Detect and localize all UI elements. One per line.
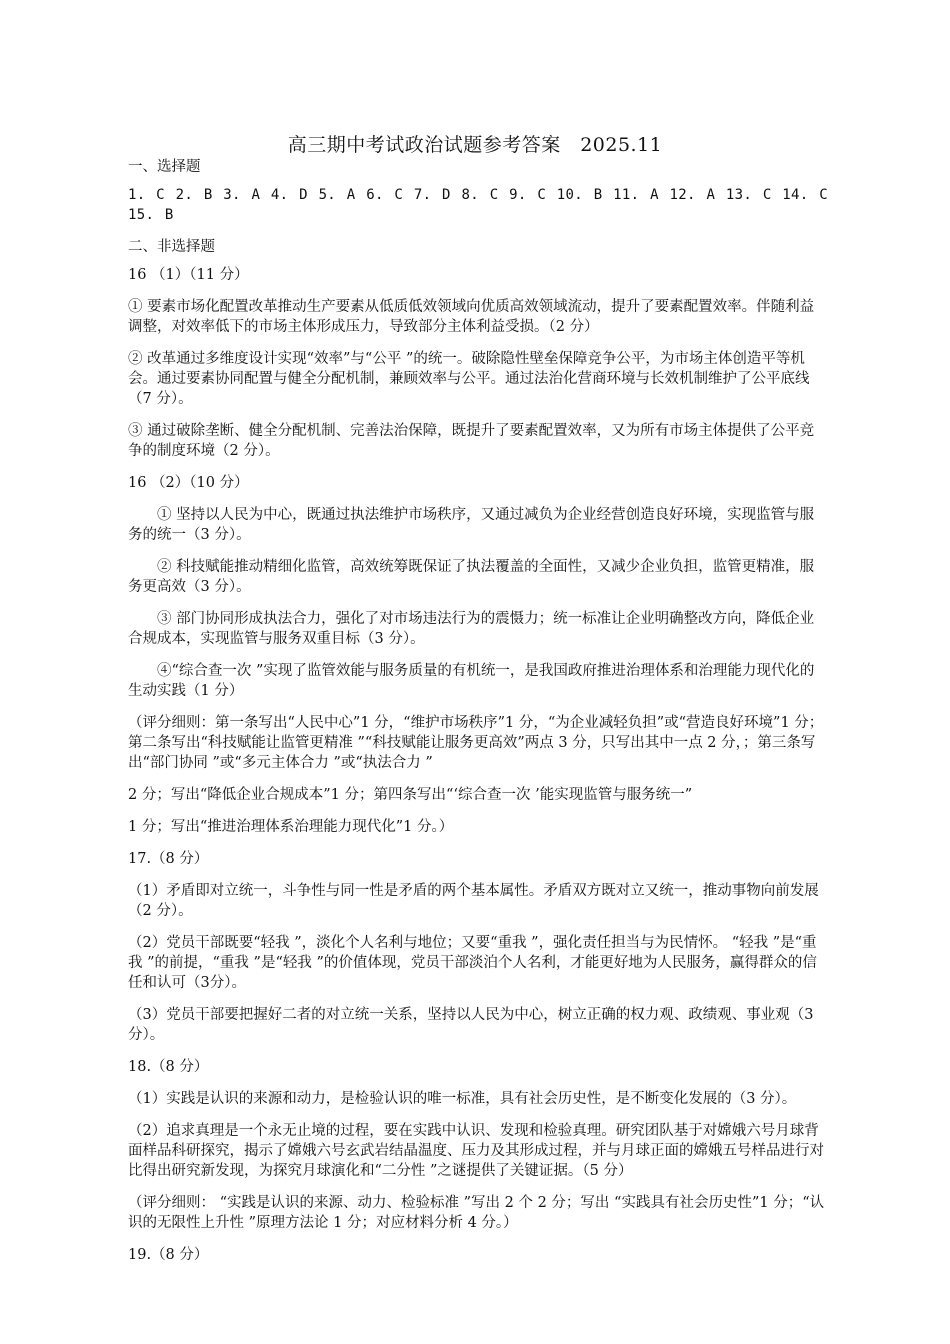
section-heading-nonchoice: 二、非选择题 xyxy=(128,239,215,255)
q16-2-point-2: ② 科技赋能推动精细化监管，高效统筹既保证了执法覆盖的全面性，又减少企业负担，监管更精准，服务更高效（3 分）。 xyxy=(128,559,815,595)
q17-heading: 17.（8 分） xyxy=(128,851,209,867)
answer-content xyxy=(128,157,828,1277)
q18-heading: 18.（8 分） xyxy=(128,1059,209,1075)
q16-2-point-1: ① 坚持以人民为中心，既通过执法维护市场秩序，又通过减负为企业经营创造良好环境，实现监管与服务的统一（3 分）。 xyxy=(128,507,815,543)
q17-point-2: （2）党员干部既要“轻我 ”，淡化个人名利与地位；又要“重我 ”，强化责任担当与为民情怀。 “轻我 ”是“重我 ”的前提，“重我 ”是“轻我 ”的价值体现，党员干部淡泊个人名利，才能更好地为人民服务，赢得群众的信任和认可（3分）。 xyxy=(128,935,817,991)
q17-point-3: （3）党员干部要把握好二者的对立统一关系，坚持以人民为中心，树立正确的权力观、政绩观、事业观（3 分）。 xyxy=(128,1007,814,1043)
q16-2-point-3: ③ 部门协同形成执法合力，强化了对市场违法行为的震慑力；统一标准让企业明确整改方向，降低企业合规成本，实现监管与服务双重目标（3 分）。 xyxy=(128,611,815,647)
q16-1-point-3: ③ 通过破除垄断、健全分配机制、完善法治保障，既提升了要素配置效率，又为所有市场主体提供了公平竞争的制度环境（2 分）。 xyxy=(128,423,815,459)
q18-scoring-rule: （评分细则： “实践是认识的来源、动力、检验标准 ”写出 2 个 2 分；写出 “实践具有社会历史性”1 分；“认识的无限性上升性 ”原理方法论 1 分；对应材料分析 4 分。） xyxy=(128,1195,825,1231)
q18-point-2: （2）追求真理是一个永无止境的过程，要在实践中认识、发现和检验真理。研究团队基于对嫦娥六号月球背面样品科研探究，揭示了嫦娥六号玄武岩结晶温度、压力及其形成过程，并与月球正面的嫦娥五号样品进行对比得出研究新发现，为探究月球演化和“二分性 ”之谜提供了关键证据。（5 分） xyxy=(128,1123,824,1179)
q16-2-scoring-rule-1: （评分细则：第一条写出“人民中心”1 分，“维护市场秩序”1 分，“为企业减轻负担”或“营造良好环境”1 分；第二条写出“科技赋能让监管更精准 ”“科技赋能让服务更高效”两点 3 分，只写出其中一点 2 分，；第三条写出“部门协同 ”或“多元主体合力 ”或“执法合力 ” xyxy=(128,715,824,771)
q16-1-heading: 16 （1）（11 分） xyxy=(128,267,249,283)
q17-point-1: （1）矛盾即对立统一，斗争性与同一性是矛盾的两个基本属性。矛盾双方既对立又统一，推动事物向前发展（2 分）。 xyxy=(128,883,819,919)
q16-2-point-4: ④“综合查一次 ”实现了监管效能与服务质量的有机统一，是我国政府推进治理体系和治理能力现代化的生动实践（1 分） xyxy=(128,663,815,699)
page-title: 高三期中考试政治试题参考答案 2025.11 xyxy=(287,134,663,156)
q19-heading: 19.（8 分） xyxy=(128,1247,209,1263)
q16-1-point-2: ② 改革通过多维度设计实现“效率”与“公平 ”的统一。破除隐性壁垒保障竞争公平，为市场主体创造平等机会。通过要素协同配置与健全分配机制，兼顾效率与公平。通过法治化营商环境与长效机制维护了公平底线（7 分）。 xyxy=(128,351,810,407)
choice-answers: 1. C 2. B 3. A 4. D 5. A 6. C 7. D 8. C 9. C 10. B 11. A 12. A 13. C 14. C 15. B xyxy=(128,187,828,223)
q18-point-1: （1）实践是认识的来源和动力，是检验认识的唯一标准，具有社会历史性，是不断变化发展的（3 分）。 xyxy=(128,1091,797,1107)
q16-2-heading: 16 （2）（10 分） xyxy=(128,475,249,491)
section-heading-choice: 一、选择题 xyxy=(128,159,201,175)
q16-2-scoring-rule-3: 1 分；写出“推进治理体系治理能力现代化”1 分。） xyxy=(128,819,454,835)
q16-2-scoring-rule-2: 2 分；写出“降低企业合规成本”1 分；第四条写出“‘综合查一次 ’能实现监管与服务统一” xyxy=(128,787,693,803)
q16-1-point-1: ① 要素市场化配置改革推动生产要素从低质低效领域向优质高效领域流动，提升了要素配置效率。伴随利益调整，对效率低下的市场主体形成压力，导致部分主体利益受损。（2 分） xyxy=(128,299,815,335)
